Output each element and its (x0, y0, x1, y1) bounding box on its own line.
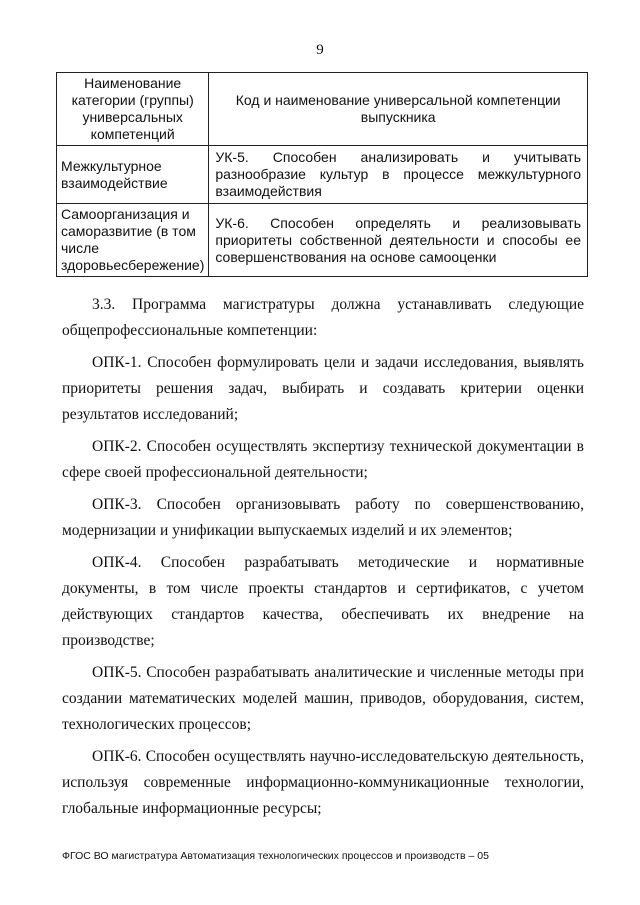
header-code: Код и наименование универсальной компетенции выпускника (209, 73, 588, 146)
paragraph-opk-3: ОПК-3. Способен организовывать работу по совершенствованию, модернизации и унификации выпускаемых изделий и их элементов; (62, 496, 584, 539)
table-row (57, 146, 588, 204)
paragraph-opk-2: ОПК-2. Способен осуществлять экспертизу технической документации в сфере своей профессиональной деятельности; (62, 438, 584, 481)
page-number: 9 (316, 42, 324, 58)
page-footer: ФГОС ВО магистратура Автоматизация технологических процессов и производств – 05 (62, 850, 489, 862)
row-code: УК-6. Способен определять и реализовывать приоритеты собственной деятельности и способы ее совершенствования на основе самооценки (209, 204, 588, 277)
table-header-row (57, 73, 588, 146)
row-category: Самоорганизация и саморазвитие (в том числе здоровьесбережение) (57, 204, 209, 277)
paragraph-opk-4: ОПК-4. Способен разрабатывать методические и нормативные документы, в том числе проекты стандартов и сертификатов, с учетом действующих стандартов качества, обеспечивать их внедрение на производстве; (62, 554, 584, 649)
table-row (57, 204, 588, 277)
paragraph-opk-6: ОПК-6. Способен осуществлять научно-исследовательскую деятельность, используя современные информационно-коммуникационные технологии, глобальные информационные ресурсы; (62, 748, 584, 817)
body-text (62, 292, 584, 822)
row-category: Межкультурное взаимодействие (57, 146, 209, 204)
paragraph-intro: 3.3. Программа магистратуры должна устанавливать следующие общепрофессиональные компетенции: (62, 296, 584, 339)
paragraph-opk-1: ОПК-1. Способен формулировать цели и задачи исследования, выявлять приоритеты решения задач, выбирать и создавать критерии оценки результатов исследований; (62, 354, 584, 423)
paragraph-opk-5: ОПК-5. Способен разрабатывать аналитические и численные методы при создании математических моделей машин, приводов, оборудования, систем, технологических процессов; (62, 664, 584, 733)
header-category: Наименование категории (группы) универсальных компетенций (57, 73, 209, 146)
competencies-table (56, 72, 588, 277)
row-code: УК-5. Способен анализировать и учитывать разнообразие культур в процессе межкультурного взаимодействия (209, 146, 588, 204)
